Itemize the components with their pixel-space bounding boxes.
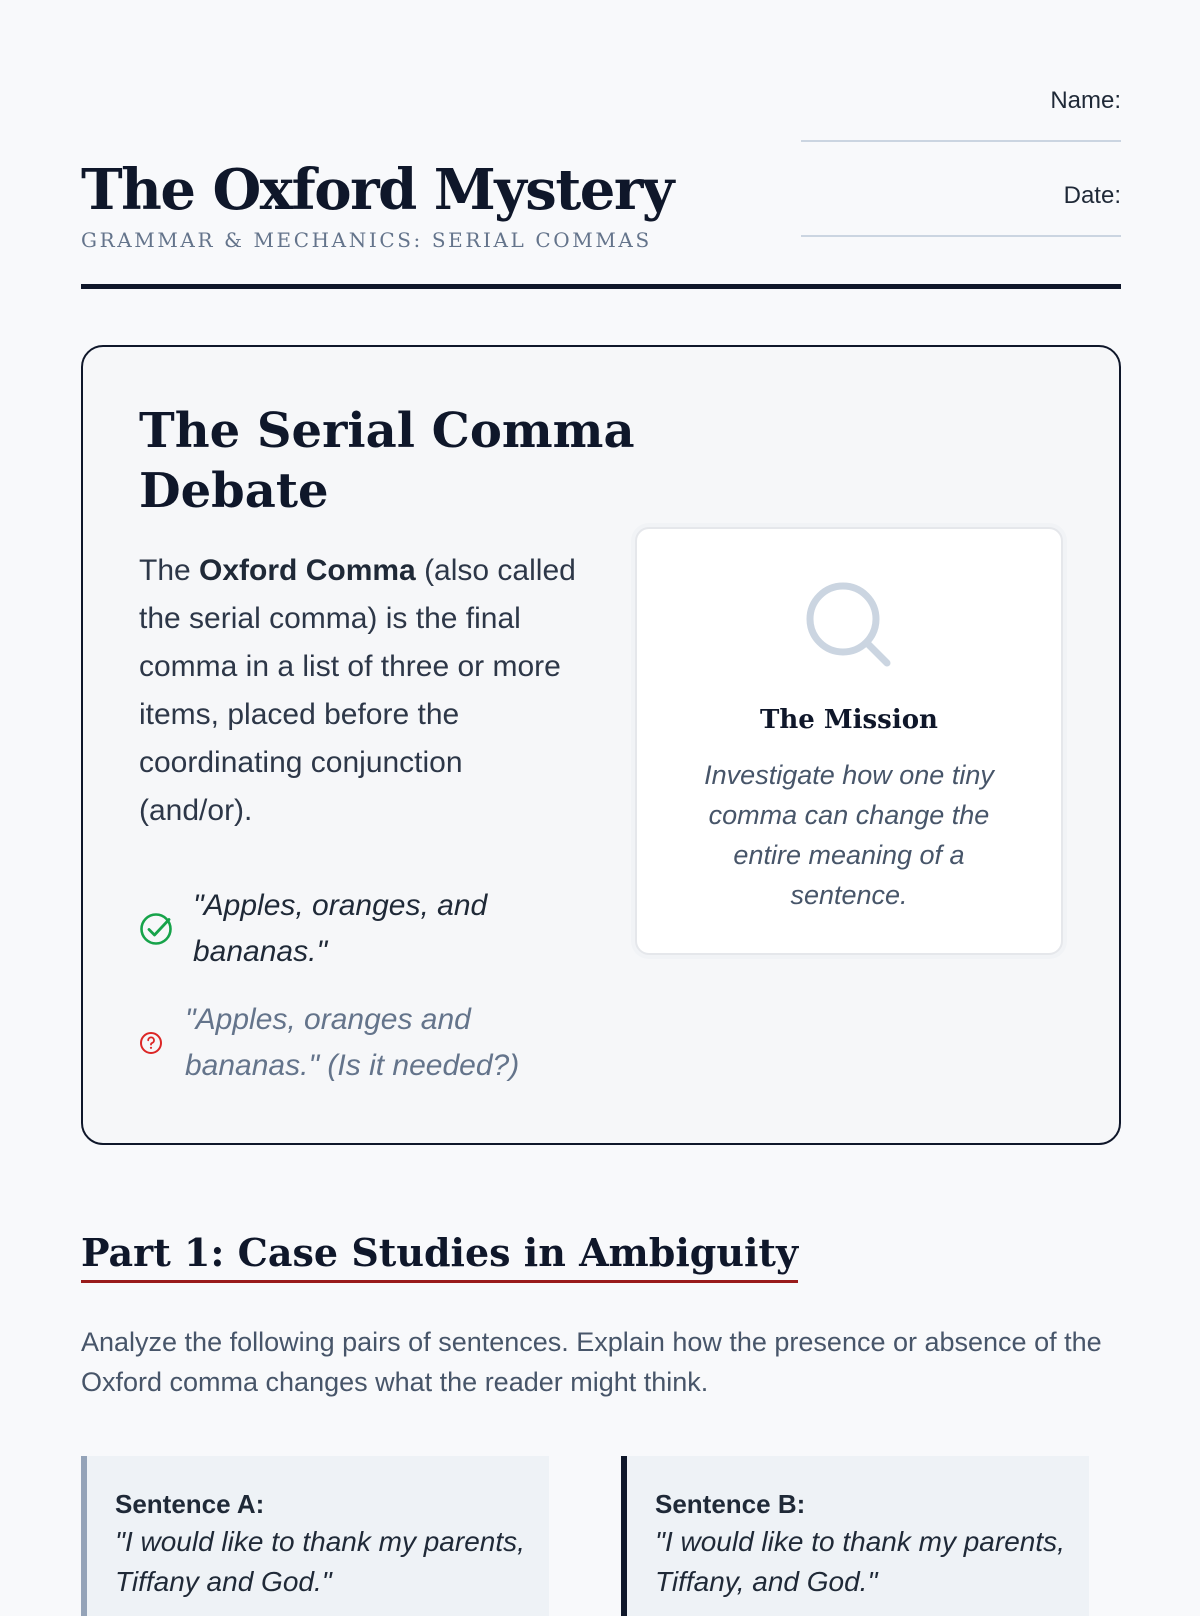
sentence-a-text: "I would like to thank my parents, Tiffany and God." <box>115 1526 525 1597</box>
sentence-a-label: Sentence A: <box>115 1489 265 1519</box>
header-divider <box>81 284 1121 289</box>
intro-body-suffix: (also called the serial comma) is the final comma in a list of three or more items, placed before the coordinating conjunction (and/or). <box>139 554 576 827</box>
mission-panel <box>635 527 1063 955</box>
sentence-b-text: "I would like to thank my parents, Tiffany, and God." <box>655 1526 1065 1597</box>
check-circle-icon <box>139 912 173 946</box>
mission-title: The Mission <box>760 705 938 735</box>
sentence-a-box <box>81 1456 549 1616</box>
worksheet-page <box>81 0 1121 1600</box>
example-question-text: "Apples, oranges and bananas." (Is it needed?) <box>185 1003 520 1082</box>
student-info <box>801 80 1121 270</box>
intro-body-term: Oxford Comma <box>199 554 416 587</box>
worksheet-header <box>81 80 1121 290</box>
intro-body-prefix: The <box>139 554 200 587</box>
example-correct <box>139 883 533 975</box>
intro-title: The Serial Comma Debate <box>139 403 635 519</box>
intro-card <box>81 345 1121 1145</box>
page-title: The Oxford Mystery <box>81 157 673 223</box>
part1-title: Part 1: Case Studies in Ambiguity <box>81 1230 798 1283</box>
date-field[interactable] <box>801 235 1121 237</box>
mission-text: Investigate how one tiny comma can change the entire meaning of a sentence. <box>704 760 994 910</box>
sentence-b-label: Sentence B: <box>655 1489 806 1519</box>
date-label: Date: <box>1063 182 1121 209</box>
name-field[interactable] <box>801 140 1121 142</box>
part1-instructions: Analyze the following pairs of sentences. Explain how the presence or absence of the Oxford comma changes what the reader might think. <box>81 1327 1102 1397</box>
example-question <box>139 997 525 1089</box>
name-label: Name: <box>1050 87 1121 114</box>
intro-description <box>139 547 579 835</box>
question-circle-icon <box>139 1031 163 1055</box>
example-correct-text: "Apples, oranges, and bananas." <box>193 889 488 968</box>
page-subtitle: GRAMMAR & MECHANICS: SERIAL COMMAS <box>81 228 652 252</box>
sentence-b-box <box>621 1456 1089 1616</box>
magnifier-icon <box>803 579 895 671</box>
